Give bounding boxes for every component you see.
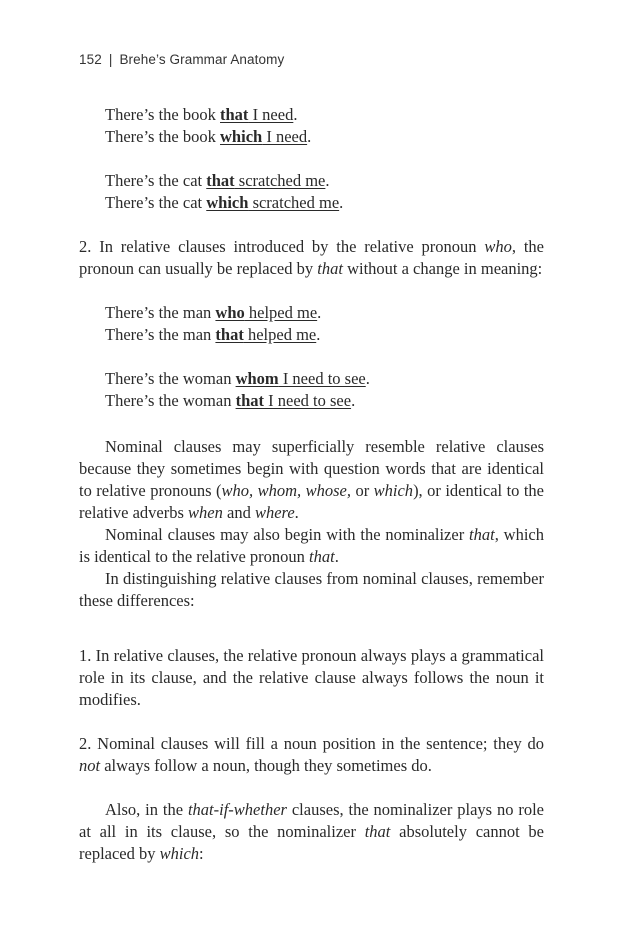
- punctuation: .: [365, 369, 370, 388]
- clause-rest: I need to see: [264, 391, 352, 410]
- relative-word: who: [215, 303, 245, 322]
- relative-word: whom: [235, 369, 279, 388]
- example-text: There’s the book: [105, 105, 221, 124]
- example-text: There’s the cat: [105, 193, 207, 212]
- page-number: 152: [79, 52, 102, 67]
- relative-clause: [206, 171, 325, 190]
- relative-word: which: [206, 193, 249, 212]
- example-sentence: [79, 104, 544, 126]
- example-sentence: [79, 170, 544, 192]
- relative-word: that: [220, 105, 249, 124]
- example-text: There’s the cat: [105, 171, 207, 190]
- relative-clause: [206, 193, 339, 212]
- difference-2: 2. Nominal clauses will fill a noun position in the sentence; they do not always follow a noun, though they sometimes do.: [79, 734, 544, 775]
- clause-rest: scratched me: [248, 193, 340, 212]
- example-text: There’s the book: [105, 127, 221, 146]
- difference-1: 1. In relative clauses, the relative pronoun always plays a grammatical role in its clause, and the relative clause always follows the noun it modifies.: [79, 646, 544, 709]
- paragraph: Also, in the that-if-whether clauses, the nominalizer plays no role at all in its clause, so the nominalizer that absolutely cannot be replaced by which:: [79, 800, 544, 863]
- punctuation: .: [339, 193, 344, 212]
- punctuation: .: [351, 391, 356, 410]
- example-sentence: [79, 302, 544, 324]
- relative-clause: [215, 325, 316, 344]
- relative-clause: [220, 127, 307, 146]
- header-separator: |: [108, 52, 113, 67]
- example-sentence: [79, 126, 544, 148]
- relative-clause: [236, 391, 351, 410]
- relative-word: that: [215, 325, 244, 344]
- clause-rest: helped me: [243, 325, 317, 344]
- example-sentence: [79, 390, 544, 412]
- punctuation: .: [316, 325, 321, 344]
- clause-rest: I need: [248, 105, 294, 124]
- paragraph: Nominal clauses may superficially resemble relative clauses because they sometimes begin with question words that are identical to relative pronouns (who, whom, whose, or which), or identical to the relative adverbs when and where.: [79, 437, 544, 522]
- clause-rest: I need: [262, 127, 308, 146]
- relative-clause: [220, 105, 293, 124]
- book-title: Brehe’s Grammar Anatomy: [119, 52, 285, 67]
- example-text: There’s the man: [105, 325, 216, 344]
- example-text: There’s the man: [105, 303, 216, 322]
- relative-clause: [236, 369, 366, 388]
- example-sentence: [79, 324, 544, 346]
- paragraph: In distinguishing relative clauses from nominal clauses, remember these differences:: [79, 569, 544, 610]
- punctuation: .: [317, 303, 322, 322]
- page-body: [79, 104, 544, 865]
- punctuation: .: [293, 105, 298, 124]
- relative-word: that: [206, 171, 235, 190]
- clause-rest: I need to see: [278, 369, 366, 388]
- relative-clause: [215, 303, 317, 322]
- example-text: There’s the woman: [105, 391, 236, 410]
- punctuation: .: [325, 171, 330, 190]
- clause-rest: scratched me: [234, 171, 326, 190]
- relative-word: which: [220, 127, 263, 146]
- punctuation: .: [307, 127, 312, 146]
- numbered-point-2: 2. In relative clauses introduced by the relative pronoun who, the pronoun can usually be replaced by that without a change in meaning:: [79, 237, 544, 278]
- paragraph: Nominal clauses may also begin with the nominalizer that, which is identical to the relative pronoun that.: [79, 525, 545, 566]
- relative-word: that: [235, 391, 265, 410]
- example-text: There’s the woman: [105, 369, 236, 388]
- example-sentence: [79, 368, 544, 390]
- clause-rest: helped me: [244, 303, 318, 322]
- example-sentence: [79, 192, 544, 214]
- running-header: [79, 52, 284, 67]
